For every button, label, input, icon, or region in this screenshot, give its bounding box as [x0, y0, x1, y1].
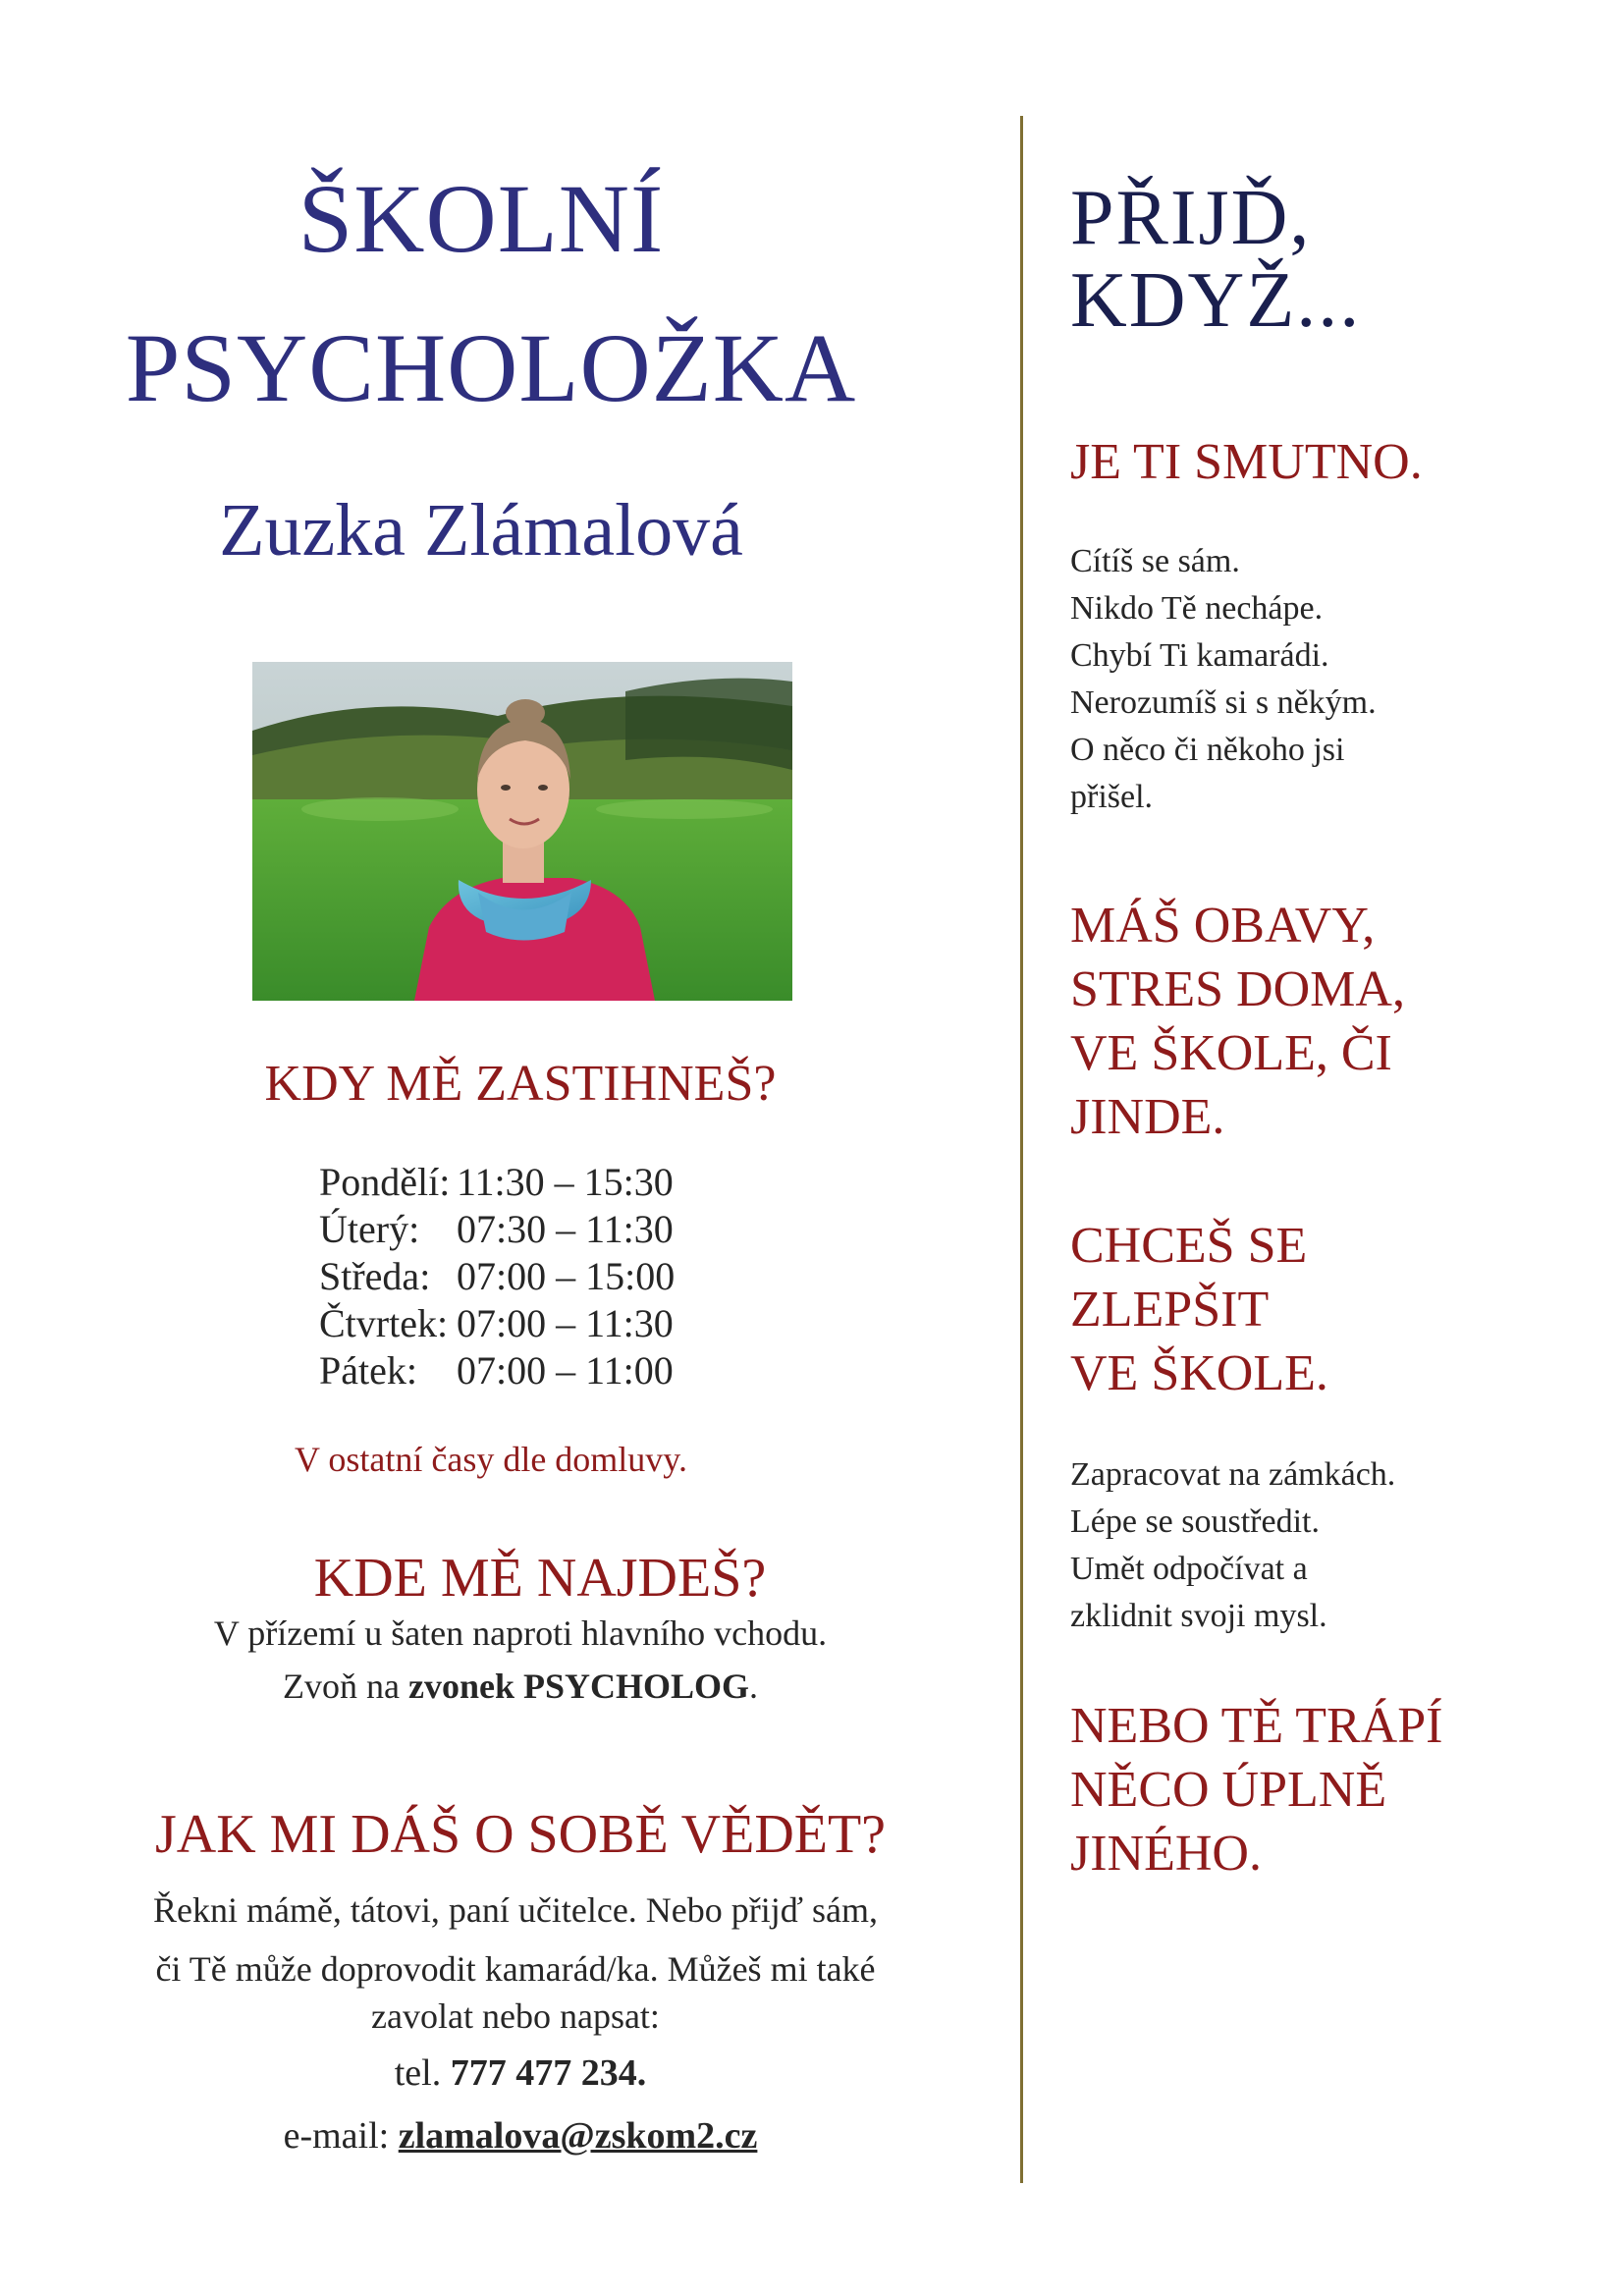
column-divider [1020, 116, 1023, 2183]
schedule-row [319, 1300, 675, 1347]
portrait-photo-image [252, 662, 792, 1001]
sad-text-line: přišel. [1070, 779, 1154, 815]
improve-text-line: Zapracovat na zámkách. [1070, 1456, 1396, 1493]
where-heading: KDE MĚ NAJDEŠ? [313, 1548, 767, 1609]
schedule-day: Úterý: [319, 1207, 420, 1251]
schedule-day: Středa: [319, 1254, 431, 1298]
other-trouble-line: NĚCO ÚPLNĚ [1070, 1762, 1387, 1818]
email-label: e-mail: [283, 2115, 399, 2157]
phone-contact [118, 2049, 923, 2098]
doorbell-text [118, 1664, 923, 1709]
title-line-2: PSYCHOLOŽKA [125, 313, 857, 422]
fears-heading-line: JINDE. [1070, 1089, 1225, 1145]
fears-heading-line: MÁŠ OBAVY, [1070, 898, 1376, 954]
other-trouble-line: JINÉHO. [1070, 1826, 1262, 1882]
phone-label: tel. [394, 2052, 451, 2094]
fears-heading [1070, 894, 1581, 1149]
location-text: V přízemí u šaten naproti hlavního vchodu. [213, 1613, 828, 1653]
other-trouble-line: NEBO TĚ TRÁPÍ [1070, 1698, 1443, 1754]
right-heading [1070, 177, 1561, 342]
improve-heading [1070, 1214, 1581, 1405]
phone-number[interactable]: 777 477 234. [450, 2052, 647, 2094]
schedule-row [319, 1159, 675, 1206]
improve-text-line: Lépe se soustředit. [1070, 1503, 1320, 1540]
contact-text-line: či Tě může doprovodit kamarád/ka. Můžeš mi také [155, 1949, 876, 1989]
sad-text-line: O něco či někoho jsi [1070, 732, 1345, 768]
improve-heading-line: CHCEŠ SE [1070, 1218, 1308, 1274]
schedule-day: Pondělí: [319, 1160, 451, 1204]
schedule-row [319, 1253, 675, 1300]
fears-heading-line: STRES DOMA, [1070, 961, 1405, 1017]
doorbell-name: zvonek PSYCHOLOG [407, 1667, 749, 1706]
other-times-note: V ostatní časy dle domluvy. [295, 1440, 687, 1479]
improve-text-line: zklidnit svoji mysl. [1070, 1598, 1327, 1634]
right-heading-line: KDYŽ... [1070, 257, 1362, 344]
right-heading-line: PŘIJĎ, [1070, 175, 1312, 261]
fears-heading-line: VE ŠKOLE, ČI [1070, 1025, 1392, 1081]
title-line-1: ŠKOLNÍ [298, 164, 665, 273]
portrait-photo [252, 662, 792, 1001]
sad-heading: JE TI SMUTNO. [1070, 434, 1423, 490]
improve-text-line: Umět odpočívat a [1070, 1551, 1308, 1587]
sad-text-line: Nerozumíš si s někým. [1070, 684, 1377, 721]
schedule-row [319, 1347, 675, 1394]
email-contact [118, 2111, 923, 2160]
schedule-row [319, 1206, 675, 1253]
schedule-time: 07:30 – 11:30 [457, 1207, 674, 1251]
schedule-time: 11:30 – 15:30 [457, 1160, 674, 1204]
sad-text-line: Nikdo Tě nechápe. [1070, 590, 1324, 627]
doorbell-suffix: . [749, 1667, 758, 1706]
contact-heading: JAK MI DÁŠ O SOBĚ VĚDĚT? [154, 1804, 887, 1865]
improve-heading-line: VE ŠKOLE. [1070, 1345, 1328, 1401]
schedule-time: 07:00 – 15:00 [457, 1254, 676, 1298]
sad-text-line: Cítíš se sám. [1070, 543, 1240, 579]
office-hours-schedule [319, 1159, 675, 1394]
contact-text-line: Řekni mámě, tátovi, paní učitelce. Nebo přijď sám, [152, 1890, 879, 1930]
sad-text-line: Chybí Ti kamarádi. [1070, 637, 1329, 674]
improve-text [1070, 1451, 1581, 1640]
other-trouble-heading [1070, 1694, 1581, 1886]
when-heading: KDY MĚ ZASTIHNEŠ? [264, 1056, 777, 1112]
improve-heading-line: ZLEPŠIT [1070, 1282, 1270, 1338]
schedule-time: 07:00 – 11:00 [457, 1348, 674, 1393]
email-link[interactable]: zlamalova@zskom2.cz [398, 2115, 758, 2157]
schedule-day: Čtvrtek: [319, 1301, 449, 1345]
schedule-time: 07:00 – 11:30 [457, 1301, 674, 1345]
sad-text [1070, 538, 1581, 821]
contact-text-line: zavolat nebo napsat: [371, 1996, 660, 2036]
doorbell-prefix: Zvoň na [283, 1667, 408, 1706]
schedule-day: Pátek: [319, 1348, 417, 1393]
psychologist-name: Zuzka Zlámalová [219, 489, 743, 572]
